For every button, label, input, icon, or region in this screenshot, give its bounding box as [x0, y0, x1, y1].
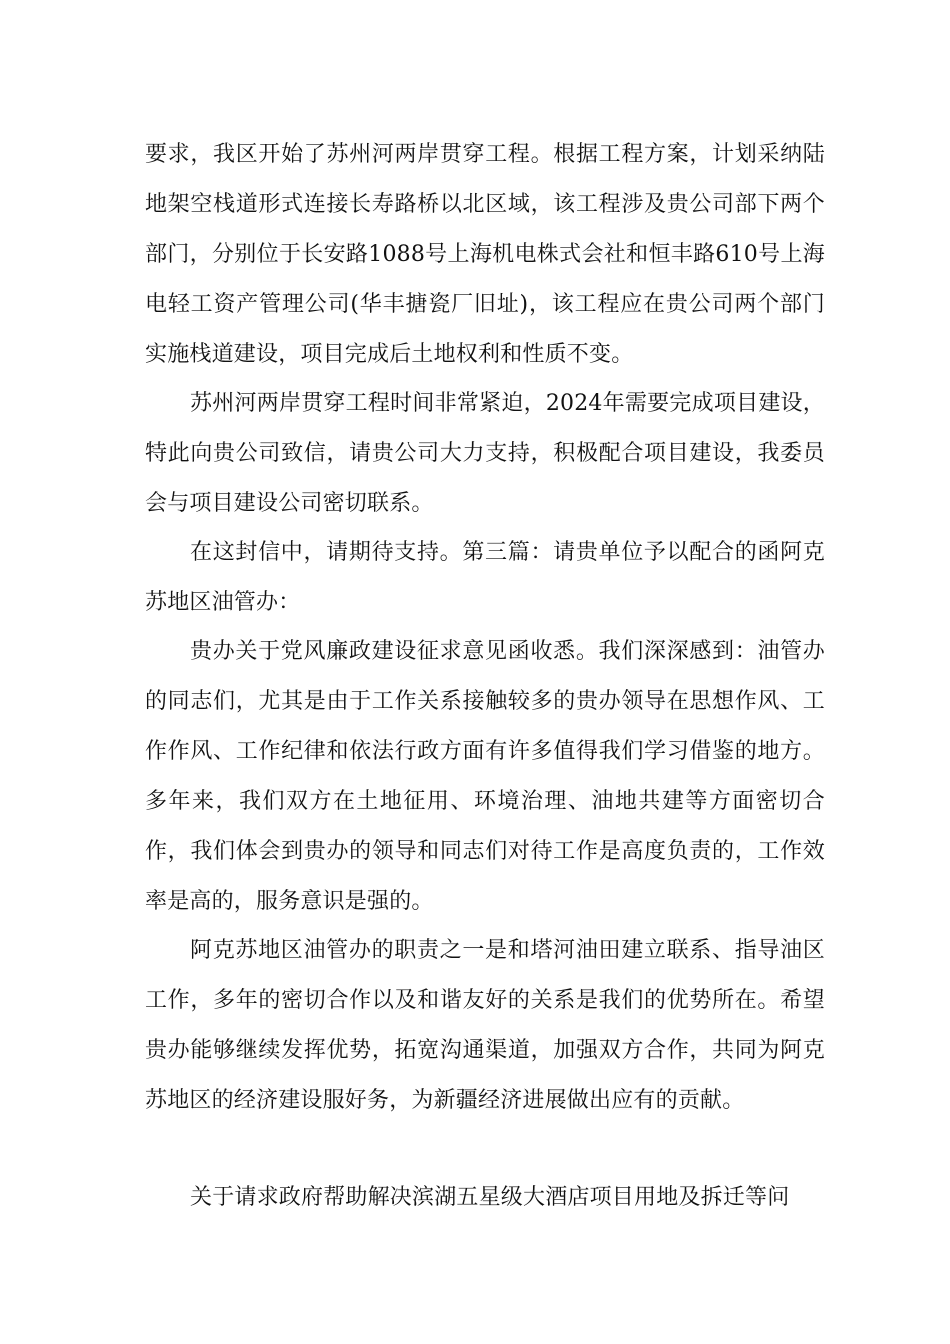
paragraph-cooperation-hope: 阿克苏地区油管办的职责之一是和塔河油田建立联系、指导油区工作，多年的密切合作以及和谐友好的关系是我们的优势所在。希望贵办能够继续发挥优势，拓宽沟通渠道，加强双方合作，共同为阿克苏地区的经济建设服好务，为新疆经济进展做出应有的贡献。 — [145, 938, 825, 1113]
paragraph-third-letter-heading: 在这封信中，请期待支持。第三篇：请贵单位予以配合的函阿克苏地区油管办： — [145, 540, 825, 615]
paragraph-hotel-request-title: 关于请求政府帮助解决滨湖五星级大酒店项目用地及拆迁等问 — [190, 1185, 790, 1210]
paragraph-project-request: 要求，我区开始了苏州河两岸贯穿工程。根据工程方案，计划采纳陆地架空栈道形式连接长寿路桥以北区域，该工程涉及贵公司部下两个部门，分别位于长安路1088号上海机电株式会社和恒丰路610号上海电轻工资产管理公司(华丰搪瓷厂旧址)，该工程应在贵公司两个部门实施栈道建设，项目完成后土地权利和性质不变。 — [145, 142, 825, 367]
paragraph-feedback-received: 贵办关于党风廉政建设征求意见函收悉。我们深深感到：油管办的同志们，尤其是由于工作关系接触较多的贵办领导在思想作风、工作作风、工作纪律和依法行政方面有许多值得我们学习借鉴的地方。多年来，我们双方在土地征用、环境治理、油地共建等方面密切合作，我们体会到贵办的领导和同志们对待工作是高度负责的，工作效率是高的，服务意识是强的。 — [145, 639, 825, 914]
paragraph-urgent-support: 苏州河两岸贯穿工程时间非常紧迫，2024年需要完成项目建设，特此向贵公司致信，请贵公司大力支持，积极配合项目建设，我委员会与项目建设公司密切联系。 — [145, 391, 825, 516]
